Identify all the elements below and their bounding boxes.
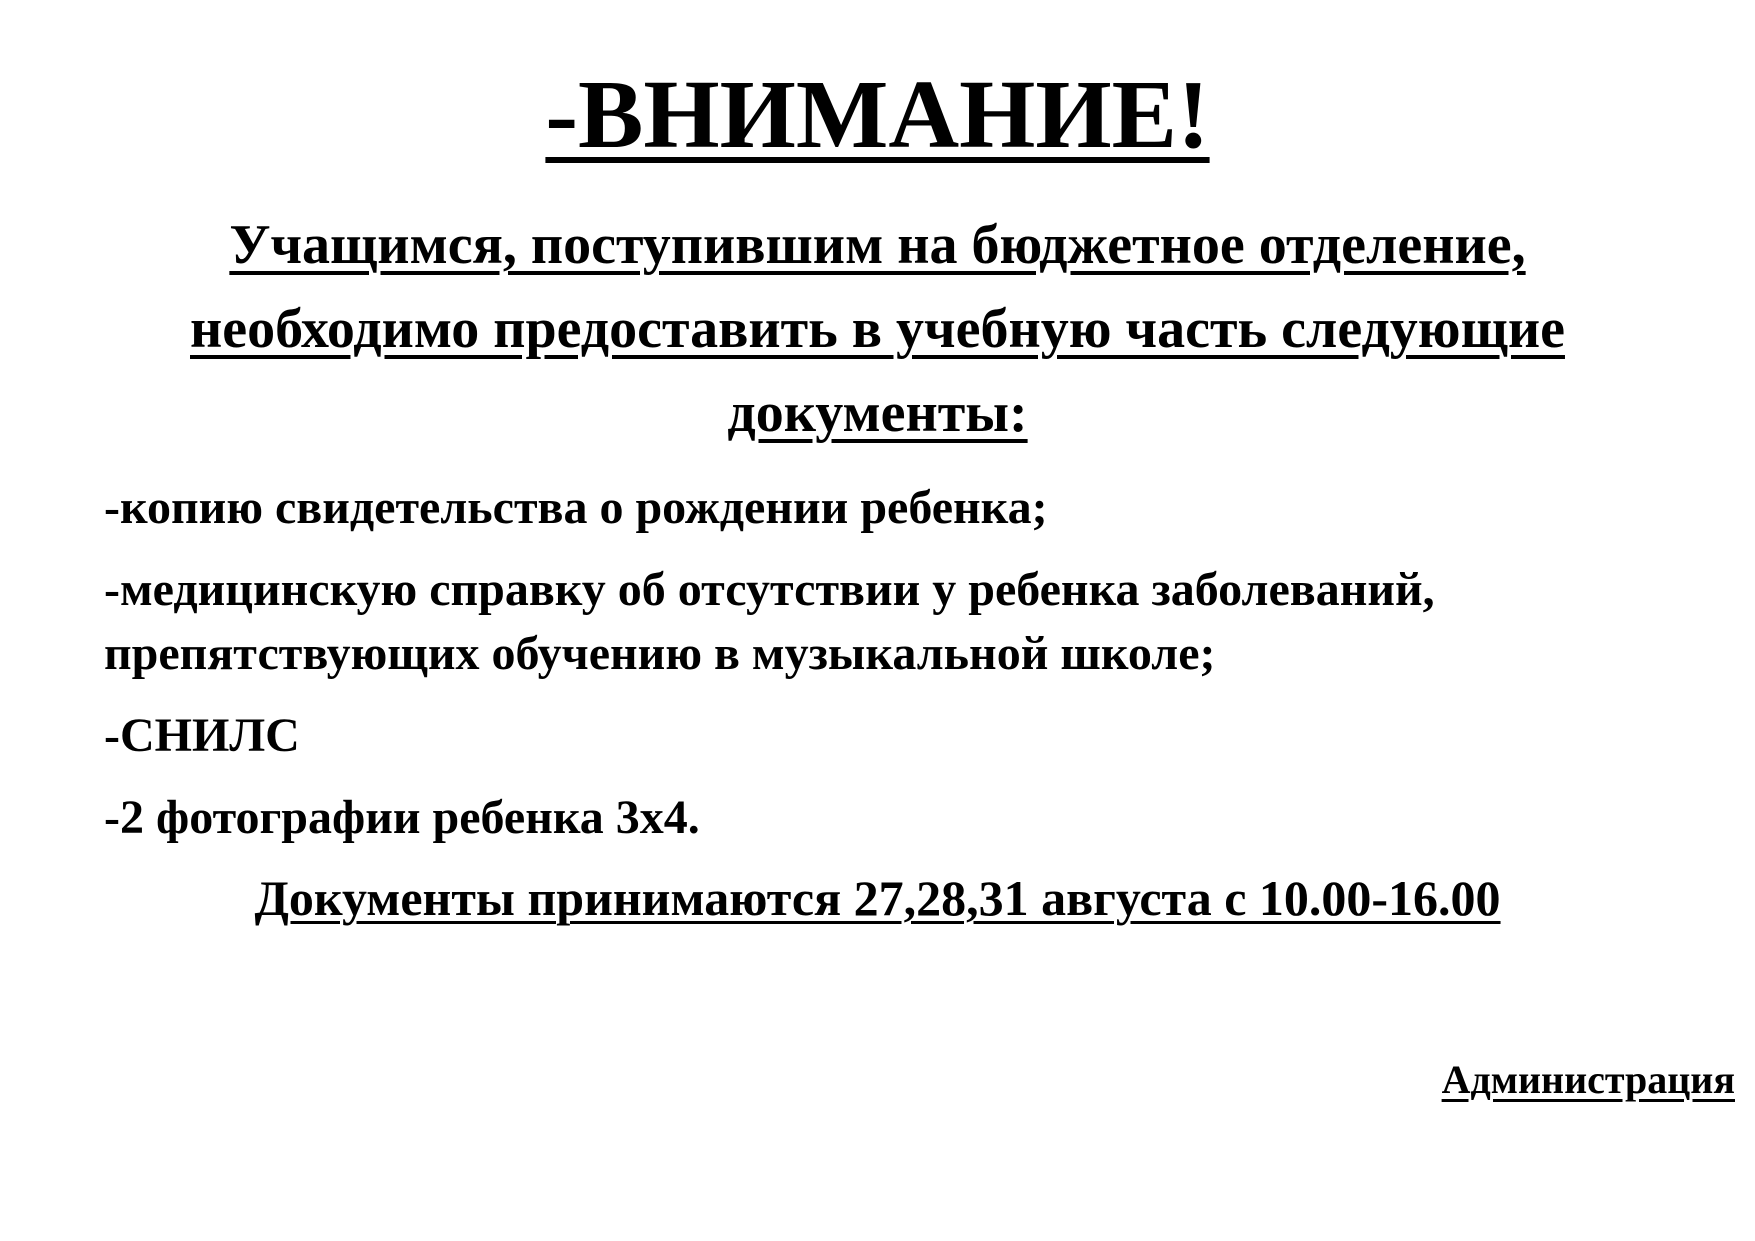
requirement-item: -медицинскую справку об отсутствии у ребенка заболеваний, препятствующих обучению в музыкальной школе; — [104, 563, 1435, 680]
notice-title-text: -ВНИМАНИЕ! — [545, 61, 1210, 169]
acceptance-dates — [0, 868, 1755, 928]
signature — [1442, 1055, 1735, 1105]
notice-title — [0, 60, 1755, 170]
notice-subtitle — [100, 203, 1655, 455]
requirement-item: -копию свидетельства о рождении ребенка; — [104, 481, 1048, 534]
requirement-item: -СНИЛС — [104, 709, 300, 762]
requirement-item: -2 фотографии ребенка 3х4. — [104, 791, 700, 844]
notice-subtitle-text: Учащимся, поступившим на бюджетное отделение, необходимо предоставить в учебную часть следующие документы: — [190, 214, 1565, 444]
acceptance-dates-text: Документы принимаются 27,28,31 августа с 10.00-16.00 — [254, 870, 1501, 926]
requirements-list — [104, 476, 1664, 868]
signature-text: Администрация — [1441, 1057, 1735, 1102]
